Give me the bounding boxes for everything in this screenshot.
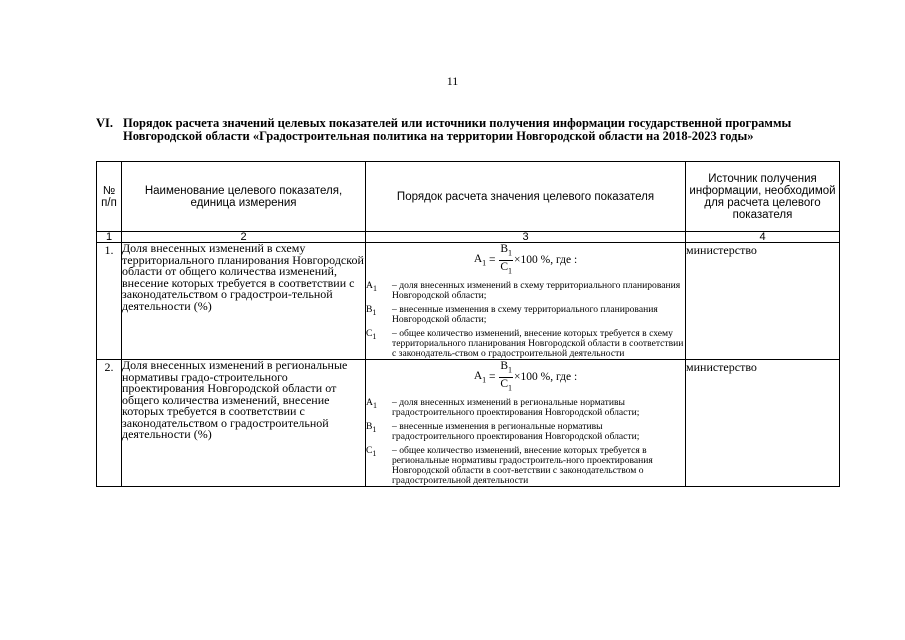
- column-number: 4: [686, 232, 840, 243]
- formula-fraction: $\frac{B_1}{C_1}$: [500, 360, 513, 392]
- table-row: [97, 360, 840, 487]
- definition: $A_1$ – доля внесенных изменений в региональные нормативы градостроительного проектирования Новгородской области;: [366, 398, 685, 418]
- header-method: Порядок расчета значения целевого показателя: [366, 162, 686, 232]
- definition-text: – внесенные изменения в региональные нормативы градостроительного проектирования Новгородской области;: [392, 421, 640, 442]
- definition: $B_1$ – внесенные изменения в схему территориального планирования Новгородской области;: [366, 305, 685, 325]
- formula-tail: ×100 %, где :: [514, 254, 578, 266]
- formula: $A_1$ = $\frac{B_1}{C_1}$ ×100 %, где :: [473, 360, 578, 392]
- header-source: Источник получения информации, необходимой для расчета целевого показателя: [686, 162, 840, 232]
- header-name: Наименование целевого показателя, единица измерения: [122, 162, 366, 232]
- page-number: 11: [446, 74, 459, 88]
- formula-lhs: $A_1$: [473, 369, 487, 385]
- section-title-text: Порядок расчета значений целевых показателей или источники получения информации государственной программы Новгородской области «Градостроительная политика на территории Новгородской области на 2018-2023 годы»: [123, 116, 792, 143]
- calculation-method: [366, 360, 686, 487]
- formula-fraction: $\frac{B_1}{C_1}$: [500, 243, 513, 275]
- info-source: министерство: [686, 243, 840, 360]
- section-title: [96, 117, 816, 143]
- row-number: 1.: [97, 243, 122, 360]
- definition-text: – доля внесенных изменений в схему территориального планирования Новгородской области;: [392, 280, 681, 301]
- definition: $C_1$ – общее количество изменений, внесение которых требуется в региональные нормативы градостроитель-ного проектирования Новгородской области в соот-ветствии с законодательством о градостроительной деятельности: [366, 446, 685, 486]
- indicator-name: Доля внесенных изменений в региональные нормативы градо-строительного проектирования Новгородской области от общего количества изменений, внесение которых требуется в соответствии с законодательством о градостроительной деятельности (%): [122, 360, 366, 487]
- formula-tail: ×100 %, где :: [514, 371, 578, 383]
- indicator-name: Доля внесенных изменений в схему территориального планирования Новгородской области от общего количества изменений, внесение которых требуется в соответствии с законодательством о градострои-тельной деятельности (%): [122, 243, 366, 360]
- definition-text: – доля внесенных изменений в региональные нормативы градостроительного проектирования Новгородской области;: [392, 397, 640, 418]
- info-source: министерство: [686, 360, 840, 487]
- header-num: № п/п: [97, 162, 122, 232]
- definition: $A_1$ – доля внесенных изменений в схему территориального планирования Новгородской области;: [366, 281, 685, 301]
- section-number: VI.: [96, 116, 114, 130]
- definition-text: – общее количество изменений, внесение которых требуется в схему территориального планирования Новгородской области в соответствии с законодатель-ством о градостроительной деятельности: [392, 328, 684, 359]
- definition: $C_1$ – общее количество изменений, внесение которых требуется в схему территориального планирования Новгородской области в соответствии с законодатель-ством о градостроительной деятельности: [366, 328, 684, 359]
- row-number: 2.: [97, 360, 122, 487]
- definition: $B_1$ – внесенные изменения в региональные нормативы градостроительного проектирования Новгородской области;: [366, 422, 685, 442]
- calculation-method: [366, 243, 686, 360]
- formula: $A_1$ = $\frac{B_1}{C_1}$ ×100 %, где :: [473, 243, 578, 275]
- indicators-table: [96, 161, 840, 487]
- definition-text: – общее количество изменений, внесение которых требуется в региональные нормативы градостроитель-ного проектирования Новгородской области в соот-ветствии с законодательством о градостроительной деятельности: [392, 445, 653, 486]
- column-number: 1: [97, 232, 122, 243]
- formula-lhs: $A_1$: [473, 252, 487, 268]
- header-row: [97, 162, 840, 232]
- table-row: [97, 243, 840, 360]
- definition-text: – внесенные изменения в схему территориального планирования Новгородской области;: [392, 304, 658, 325]
- column-number: 3: [366, 232, 686, 243]
- column-number: 2: [122, 232, 366, 243]
